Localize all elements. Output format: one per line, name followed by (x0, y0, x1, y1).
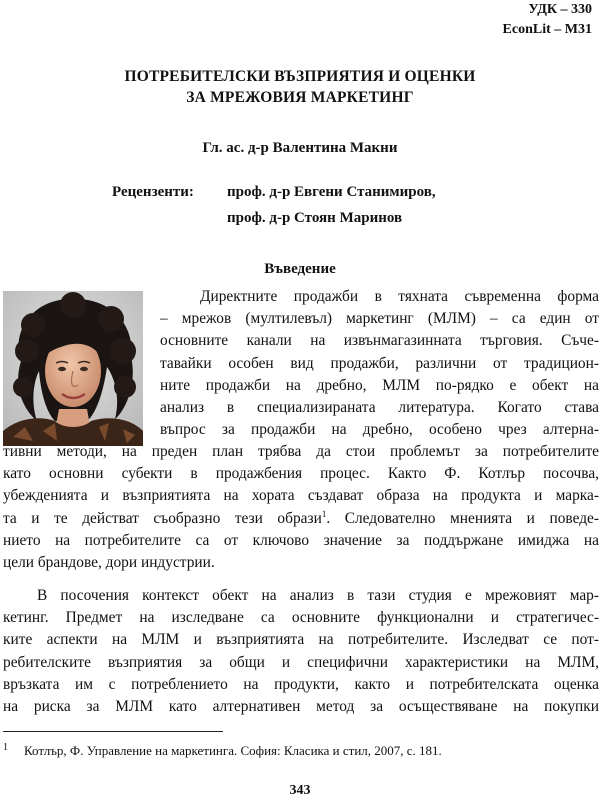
text-line: убежденията и възприятията на хората създават образа на продукта и марка- (3, 487, 599, 505)
footnote-ref: 1 (321, 508, 327, 519)
text-line (3, 508, 599, 530)
footnote-divider (3, 731, 223, 732)
footnote-number: 1 (3, 741, 8, 753)
reviewers-label: Рецензенти: (112, 184, 194, 200)
paragraph-1-wrapped (160, 286, 599, 441)
paragraph-2 (3, 585, 599, 718)
section-heading: Въведение (264, 261, 336, 277)
title-line-1: ПОТРЕБИТЕЛСКИ ВЪЗПРИЯТИЯ И ОЦЕНКИ (124, 68, 476, 85)
text-fragment: та и те действат съобразно тези образи (3, 509, 322, 527)
text-line: ребителските възприятия за общи и специфични характеристики на МЛМ, (3, 653, 599, 671)
author-name: Гл. ас. д-р Валентина Макни (202, 140, 398, 156)
footnote-text: Котлър, Ф. Управление на маркетинга. София: Класика и стил, 2007, с. 181. (24, 743, 442, 758)
text-line: ните продажби на дребно, МЛМ по-рядко е обект на (160, 376, 599, 394)
classification-codes (503, 0, 592, 40)
reviewer-2: проф. д-р Стоян Маринов (227, 210, 403, 226)
reviewers-block (112, 179, 436, 231)
text-line: тавайки особен вид продажби, различни от традицион- (160, 354, 599, 372)
text-line: нието на потребителите са от ключово значение за поддържане имиджа на (3, 531, 599, 549)
portrait-image (3, 291, 143, 446)
text-line: въпрос за продажби на дребно, особено чрез алтерна- (160, 421, 599, 439)
footnote (3, 742, 442, 760)
text-line: тивни методи, на преден план трябва да стои проблемът за потребителите (3, 443, 599, 460)
author-portrait-photo (3, 291, 143, 446)
text-line: ките аспекти на МЛМ и възприятията на потребителите. Изследват се пот- (3, 631, 599, 649)
text-line: Директните продажби в тяхната съвременна форма (200, 288, 599, 305)
econlit-code: EconLit – M31 (502, 22, 592, 37)
page-number: 343 (289, 783, 311, 798)
title-line-2: ЗА МРЕЖОВИЯ МАРКЕТИНГ (186, 89, 414, 106)
text-fragment: . Следователно мненията и поведе- (326, 509, 599, 527)
text-line: основните канали на извънмагазинната търговия. Съче- (160, 332, 599, 350)
text-line: анализ в специализираната литература. Когато става (160, 399, 599, 417)
text-line: цели брандове, дори индустрии. (3, 554, 215, 572)
text-line: като основни субекти в продажбения процес. Както Ф. Котлър посочва, (3, 465, 599, 483)
paragraph-1-continued (3, 441, 599, 574)
udk-code: УДК – 330 (528, 2, 592, 17)
text-line: връзката им с потреблението на продукти, както и потребителската оценка (3, 675, 599, 693)
text-line: В посочения контекст обект на анализ в тази студия е мрежовият мар- (37, 587, 599, 604)
text-line: на риска за МЛМ като алтернативен метод за осъществяване на покупки (3, 698, 599, 716)
text-line: кетинг. Предмет на изследване са основните функционални и стратегичес- (3, 609, 599, 627)
reviewer-1: проф. д-р Евгени Станимиров, (227, 184, 436, 200)
article-title (0, 66, 600, 108)
text-line: – мрежов (мултилевъл) маркетинг (МЛМ) – са един от (160, 310, 599, 328)
